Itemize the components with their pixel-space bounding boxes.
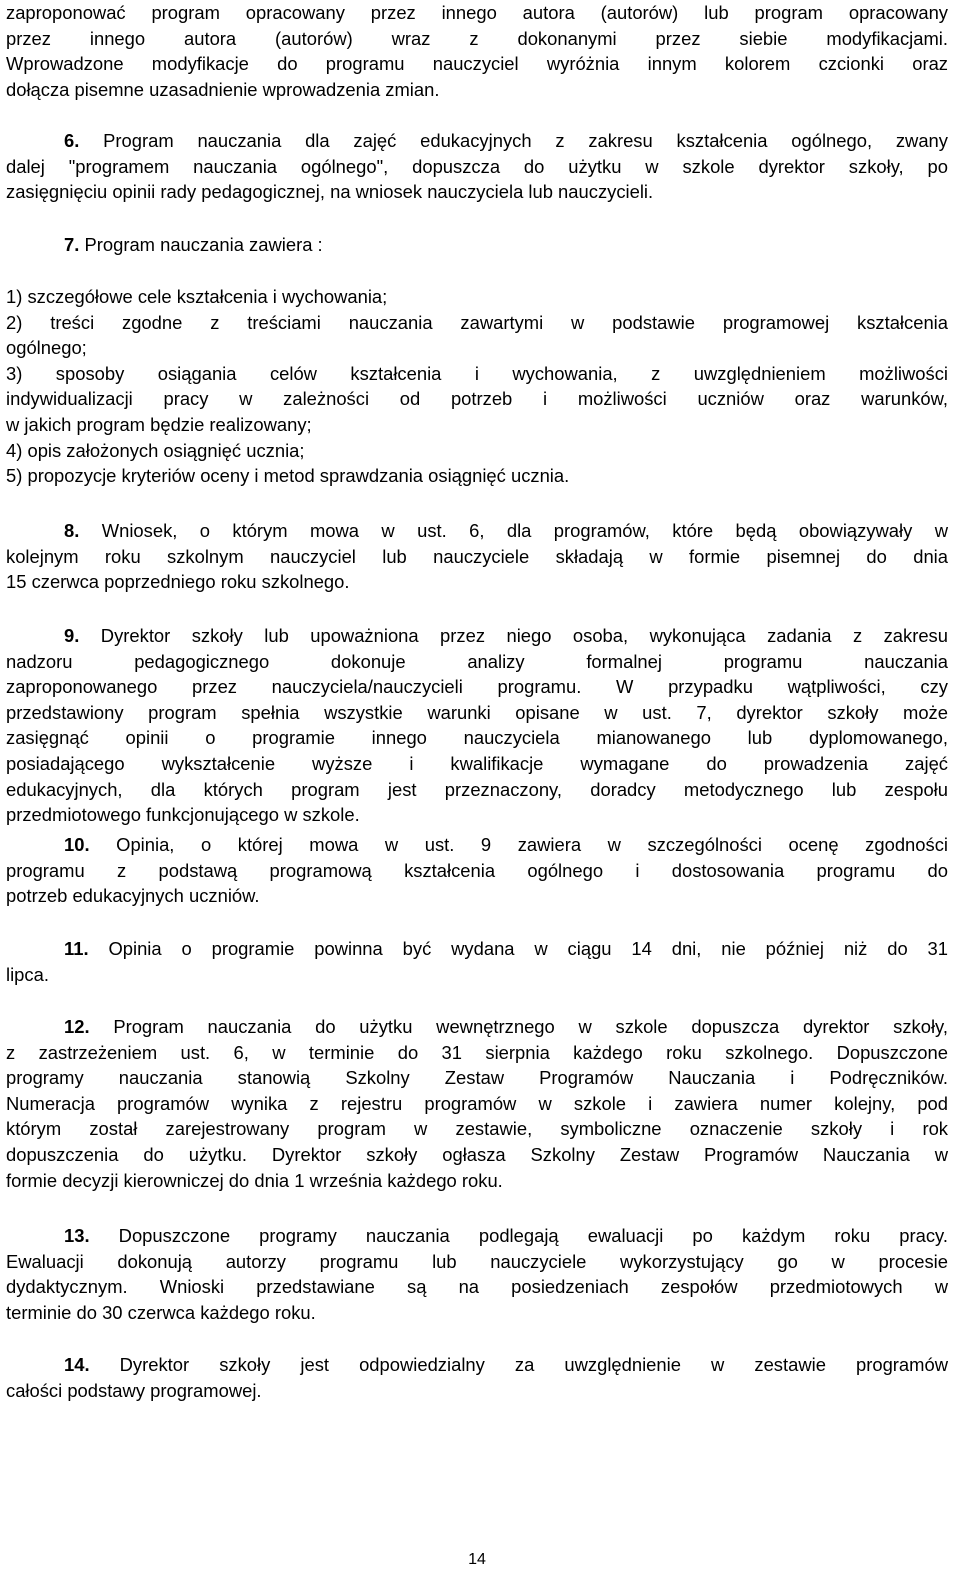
list-item-continuation: indywidualizacji pracy w zależności od potrzeb i możliwości uczniów oraz warunków,: [6, 388, 948, 410]
paragraph-number: 7.: [64, 234, 80, 255]
text-line: Numeracja programów wynika z rejestru programów w szkole i zawiera numer kolejny, pod: [6, 1092, 948, 1114]
text-line: zasięgnięciu opinii rady pedagogicznej, na wniosek nauczyciela lub nauczycieli.: [6, 181, 654, 203]
paragraph-number: 13.: [64, 1225, 90, 1246]
paragraph-number: 8.: [64, 520, 80, 541]
text-line: terminie do 30 czerwca każdego roku.: [6, 1301, 316, 1323]
text-line: programu z podstawą programową kształcenia ogólnego i dostosowania programu do: [6, 859, 948, 881]
page-number: 14: [468, 1551, 486, 1568]
list-item: 4) opis założonych osiągnięć ucznia;: [6, 439, 305, 461]
list-item: 2) treści zgodne z treściami nauczania zawartymi w podstawie programowej kształcenia: [6, 311, 948, 333]
text-line: 8. Wniosek, o którym mowa w ust. 6, dla programów, które będą obowiązywały w: [64, 520, 948, 541]
list-item-continuation: ogólnego;: [6, 337, 87, 359]
text-line: nadzoru pedagogicznego dokonuje analizy formalnej programu nauczania: [6, 650, 948, 672]
paragraph-number: 12.: [64, 1016, 90, 1037]
text-line: edukacyjnych, dla których program jest przeznaczony, doradcy metodycznego lub zespołu: [6, 778, 948, 800]
text-line: dopuszczenia do użytku. Dyrektor szkoły ogłasza Szkolny Zestaw Programów Nauczania w: [6, 1143, 948, 1165]
text-line: 6. Program nauczania dla zajęć edukacyjnych z zakresu kształcenia ogólnego, zwany: [64, 130, 948, 151]
text-line: z zastrzeżeniem ust. 6, w terminie do 31 sierpnia każdego roku szkolnego. Dopuszczone: [6, 1041, 948, 1063]
text-line: Ewaluacji dokonują autorzy programu lub nauczyciele wykorzystujący go w procesie: [6, 1250, 948, 1272]
text-line: posiadającego wykształcenie wyższe i kwalifikacje wymagane do prowadzenia zajęć: [6, 752, 948, 774]
text-line: kolejnym roku szkolnym nauczyciel lub nauczyciele składają w formie pisemnej do dnia: [6, 545, 948, 567]
text-line: 10. Opinia, o której mowa w ust. 9 zawiera w szczególności ocenę zgodności: [64, 834, 948, 855]
paragraph-13: [6, 1223, 948, 1325]
paragraph-number: 11.: [64, 938, 89, 959]
text-line: 15 czerwca poprzedniego roku szkolnego.: [6, 571, 350, 593]
text-line: 12. Program nauczania do użytku wewnętrznego w szkole dopuszcza dyrektor szkoły,: [64, 1016, 948, 1037]
text-line: przedstawiony program spełnia wszystkie warunki opisane w ust. 7, dyrektor szkoły może: [6, 701, 948, 723]
text-line: zaproponować program opracowany przez innego autora (autorów) lub program opracowany: [6, 2, 948, 23]
text-line: dalej "programem nauczania ogólnego", dopuszcza do użytku w szkole dyrektor szkoły, po: [6, 155, 948, 177]
text-line: dydaktycznym. Wnioski przedstawiane są na posiedzeniach zespołów przedmiotowych w: [6, 1276, 948, 1298]
text-line: 9. Dyrektor szkoły lub upoważniona przez niego osoba, wykonująca zadania z zakresu: [64, 625, 948, 646]
paragraph-7: [6, 232, 948, 258]
paragraph-6: [6, 128, 948, 205]
text-line: potrzeb edukacyjnych uczniów.: [6, 885, 260, 907]
paragraph-14: [6, 1352, 948, 1403]
text-line: programy nauczania stanowią Szkolny Zestaw Programów Nauczania i Podręczników.: [6, 1067, 948, 1089]
paragraph-intro-continuation: [6, 0, 948, 102]
text-line: zaproponowanego przez nauczyciela/nauczycieli programu. W przypadku wątpliwości, czy: [6, 676, 948, 698]
paragraph-11: [6, 936, 948, 987]
list-item: 3) sposoby osiągania celów kształcenia i wychowania, z uwzględnieniem możliwości: [6, 362, 948, 384]
text-line: dołącza pisemne uzasadnienie wprowadzenia zmian.: [6, 78, 440, 100]
text-line: 13. Dopuszczone programy nauczania podlegają ewaluacji po każdym roku pracy.: [64, 1225, 948, 1246]
paragraph-12: [6, 1014, 948, 1193]
text-line: 7. Program nauczania zawiera :: [64, 234, 323, 255]
text-line: formie decyzji kierowniczej do dnia 1 września każdego roku.: [6, 1169, 503, 1191]
text-line: przedmiotowego funkcjonującego w szkole.: [6, 804, 360, 826]
document-page: [6, 0, 948, 1585]
text-line: którym został zarejestrowany program w zestawie, symboliczne oznaczenie szkoły i rok: [6, 1118, 948, 1140]
paragraph-8: [6, 518, 948, 595]
text-line: przez innego autora (autorów) wraz z dokonanymi przez siebie modyfikacjami.: [6, 27, 948, 49]
text-line: Wprowadzone modyfikacje do programu nauczyciel wyróżnia innym kolorem czcionki oraz: [6, 53, 948, 75]
paragraph-10: [6, 832, 948, 909]
paragraph-number: 9.: [64, 625, 80, 646]
list-item: 5) propozycje kryteriów oceny i metod sprawdzania osiągnięć ucznia.: [6, 465, 570, 487]
text-line: 11. Opinia o programie powinna być wydana w ciągu 14 dni, nie później niż do 31: [64, 938, 948, 959]
paragraph-number: 6.: [64, 130, 80, 151]
text-line: zasięgnąć opinii o programie innego nauczyciela mianowanego lub dyplomowanego,: [6, 727, 948, 749]
text-line: całości podstawy programowej.: [6, 1379, 262, 1401]
paragraph-number: 10.: [64, 834, 90, 855]
paragraph-9: [6, 623, 948, 828]
text-line: lipca.: [6, 963, 49, 985]
list-item: 1) szczegółowe cele kształcenia i wychowania;: [6, 286, 388, 307]
list-item-continuation: w jakich program będzie realizowany;: [6, 413, 312, 435]
requirements-list: [6, 284, 948, 489]
text-line: 14. Dyrektor szkoły jest odpowiedzialny za uwzględnienie w zestawie programów: [64, 1354, 948, 1375]
paragraph-number: 14.: [64, 1354, 90, 1375]
